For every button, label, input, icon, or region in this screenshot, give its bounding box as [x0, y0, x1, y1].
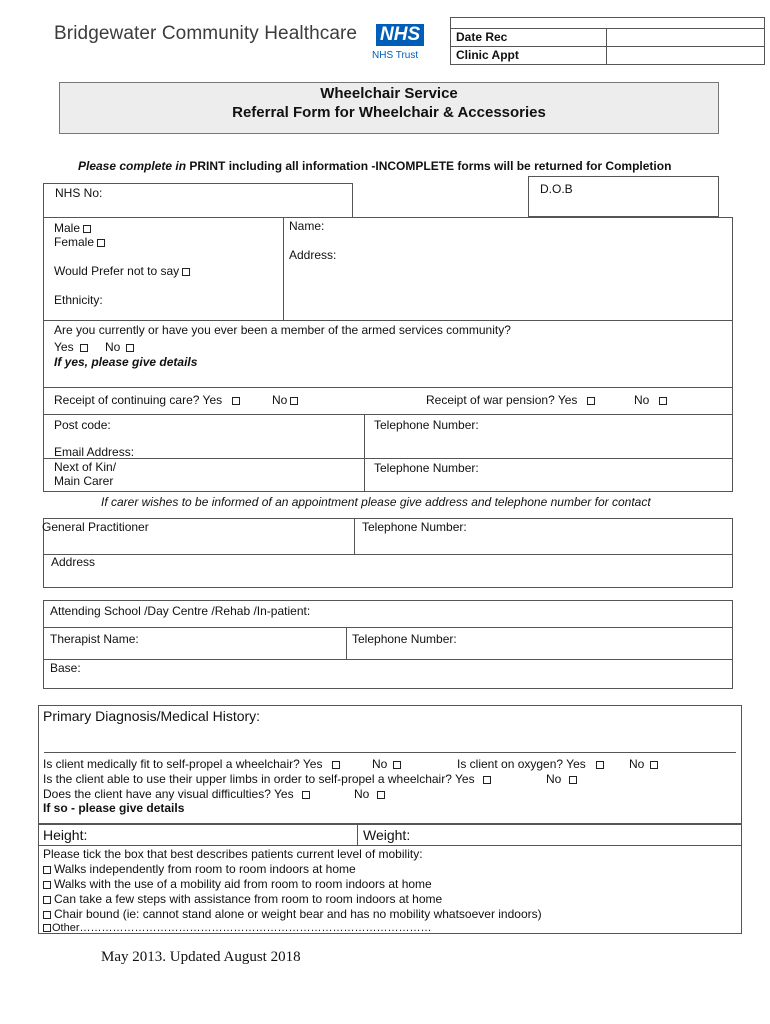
- organisation-name: Bridgewater Community Healthcare: [54, 23, 358, 44]
- war-pension-yes-checkbox[interactable]: [587, 397, 595, 405]
- mobility-checkbox[interactable]: [43, 924, 51, 932]
- armed-no-label: No: [105, 340, 121, 354]
- upper-limbs-no-option[interactable]: [546, 772, 577, 786]
- oxygen-yes-option[interactable]: [457, 757, 604, 771]
- gp-telephone-label: Telephone Number:: [362, 520, 467, 534]
- oxygen-no-checkbox[interactable]: [650, 761, 658, 769]
- war-pension-yes-option[interactable]: [426, 393, 595, 407]
- prefer-not-option[interactable]: [54, 264, 190, 278]
- female-label: Female: [54, 235, 95, 249]
- visual-no-option[interactable]: [354, 787, 385, 801]
- email-label: Email Address:: [54, 445, 135, 459]
- oxygen-question: Is client on oxygen? Yes: [457, 757, 586, 771]
- footer-date: May 2013. Updated August 2018: [101, 949, 301, 965]
- male-option[interactable]: [54, 221, 91, 235]
- upper-limbs-yes-option[interactable]: [43, 772, 491, 786]
- oxygen-no-option[interactable]: [629, 757, 658, 771]
- armed-yes-checkbox[interactable]: [80, 344, 88, 352]
- mobility-option[interactable]: [43, 921, 432, 935]
- continuing-care-no-checkbox[interactable]: [290, 397, 298, 405]
- instruction-italic: Please complete in: [78, 159, 190, 173]
- continuing-care-no-label: No: [272, 393, 288, 407]
- female-option[interactable]: [54, 235, 105, 249]
- dob-label: D.O.B: [540, 182, 573, 196]
- weight-label: Weight:: [363, 827, 411, 843]
- mobility-option-label: Other……………………………………………………………………………………: [52, 922, 432, 934]
- title-line-1: Wheelchair Service: [320, 85, 458, 102]
- self-propel-no-option[interactable]: [372, 757, 401, 771]
- self-propel-no-label: No: [372, 757, 388, 771]
- clinic-appt-label: Clinic Appt: [456, 48, 519, 62]
- upper-limbs-no-label: No: [546, 772, 562, 786]
- self-propel-yes-option[interactable]: [43, 757, 340, 771]
- continuing-care-yes-checkbox[interactable]: [232, 397, 240, 405]
- visual-no-label: No: [354, 787, 370, 801]
- ethnicity-label: Ethnicity:: [54, 293, 103, 307]
- prefer-not-checkbox[interactable]: [182, 268, 190, 276]
- armed-no-checkbox[interactable]: [126, 344, 134, 352]
- primary-diagnosis-label: Primary Diagnosis/Medical History:: [43, 708, 261, 724]
- armed-services-question: Are you currently or have you ever been a member of the armed services community?: [54, 323, 511, 337]
- oxygen-yes-checkbox[interactable]: [596, 761, 604, 769]
- telephone-label-1: Telephone Number:: [374, 418, 479, 432]
- telephone-label-2: Telephone Number:: [374, 461, 479, 475]
- next-of-kin-label: Next of Kin/: [54, 460, 117, 474]
- post-code-label: Post code:: [54, 418, 111, 432]
- medical-details-label: If so - please give details: [43, 801, 185, 815]
- war-pension-label: Receipt of war pension? Yes: [426, 393, 578, 407]
- instruction-main: PRINT including all information -INCOMPLETE forms will be returned for Completion: [189, 159, 672, 173]
- nhs-logo: NHS: [376, 24, 424, 46]
- therapist-telephone-label: Telephone Number:: [352, 632, 457, 646]
- female-checkbox[interactable]: [97, 239, 105, 247]
- title-line-2: Referral Form for Wheelchair & Accessories: [232, 104, 546, 121]
- main-carer-label: Main Carer: [54, 474, 114, 488]
- mobility-checkbox[interactable]: [43, 866, 51, 874]
- mobility-prompt: Please tick the box that best describes patients current level of mobility:: [43, 847, 423, 861]
- continuing-care-no-option[interactable]: [272, 393, 298, 407]
- date-rec-field[interactable]: [607, 29, 763, 45]
- self-propel-no-checkbox[interactable]: [393, 761, 401, 769]
- war-pension-no-checkbox[interactable]: [659, 397, 667, 405]
- mobility-checkbox[interactable]: [43, 881, 51, 889]
- date-rec-label: Date Rec: [456, 30, 508, 44]
- armed-yes-option[interactable]: [54, 340, 88, 354]
- self-propel-yes-checkbox[interactable]: [332, 761, 340, 769]
- continuing-care-yes-option[interactable]: [54, 393, 240, 407]
- gp-address-label: Address: [51, 555, 96, 569]
- therapist-name-label: Therapist Name:: [50, 632, 139, 646]
- instruction: [78, 159, 671, 173]
- address-label: Address:: [289, 248, 337, 262]
- visual-question: Does the client have any visual difficulties? Yes: [43, 787, 294, 801]
- continuing-care-label: Receipt of continuing care? Yes: [54, 393, 223, 407]
- war-pension-no-label: No: [634, 393, 650, 407]
- height-label: Height:: [43, 827, 88, 843]
- male-checkbox[interactable]: [83, 225, 91, 233]
- visual-yes-option[interactable]: [43, 787, 310, 801]
- war-pension-no-option[interactable]: [634, 393, 667, 407]
- mobility-option[interactable]: [43, 862, 356, 876]
- clinic-appt-field[interactable]: [607, 47, 763, 63]
- mobility-checkbox[interactable]: [43, 896, 51, 904]
- prefer-not-label: Would Prefer not to say: [54, 264, 180, 278]
- name-label: Name:: [289, 219, 325, 233]
- armed-no-option[interactable]: [105, 340, 134, 354]
- male-label: Male: [54, 221, 81, 235]
- self-propel-question: Is client medically fit to self-propel a wheelchair? Yes: [43, 757, 323, 771]
- attending-label: Attending School /Day Centre /Rehab /In-patient:: [50, 604, 311, 618]
- mobility-option-label: Chair bound (ie: cannot stand alone or weight bear and has no mobility whatsoever indoors): [54, 907, 542, 921]
- mobility-option[interactable]: [43, 892, 442, 906]
- carer-note: If carer wishes to be informed of an appointment please give address and telephone number for contact: [101, 495, 651, 509]
- oxygen-no-label: No: [629, 757, 645, 771]
- upper-limbs-question: Is the client able to use their upper limbs in order to self-propel a wheelchair? Yes: [43, 772, 475, 786]
- nhs-trust-label: NHS Trust: [372, 50, 419, 61]
- armed-yes-label: Yes: [54, 340, 74, 354]
- upper-limbs-yes-checkbox[interactable]: [483, 776, 491, 784]
- nhs-no-label: NHS No:: [55, 186, 103, 200]
- mobility-option-label: Can take a few steps with assistance from room to room indoors at home: [54, 892, 443, 906]
- armed-details-label: If yes, please give details: [54, 355, 198, 369]
- mobility-option-label: Walks independently from room to room indoors at home: [54, 862, 356, 876]
- mobility-option[interactable]: [43, 907, 542, 921]
- upper-limbs-no-checkbox[interactable]: [569, 776, 577, 784]
- mobility-option-label: Walks with the use of a mobility aid from room to room indoors at home: [54, 877, 432, 891]
- mobility-option[interactable]: [43, 877, 432, 891]
- visual-no-checkbox[interactable]: [377, 791, 385, 799]
- base-label: Base:: [50, 661, 81, 675]
- visual-yes-checkbox[interactable]: [302, 791, 310, 799]
- gp-label: General Practitioner: [42, 520, 149, 534]
- mobility-checkbox[interactable]: [43, 911, 51, 919]
